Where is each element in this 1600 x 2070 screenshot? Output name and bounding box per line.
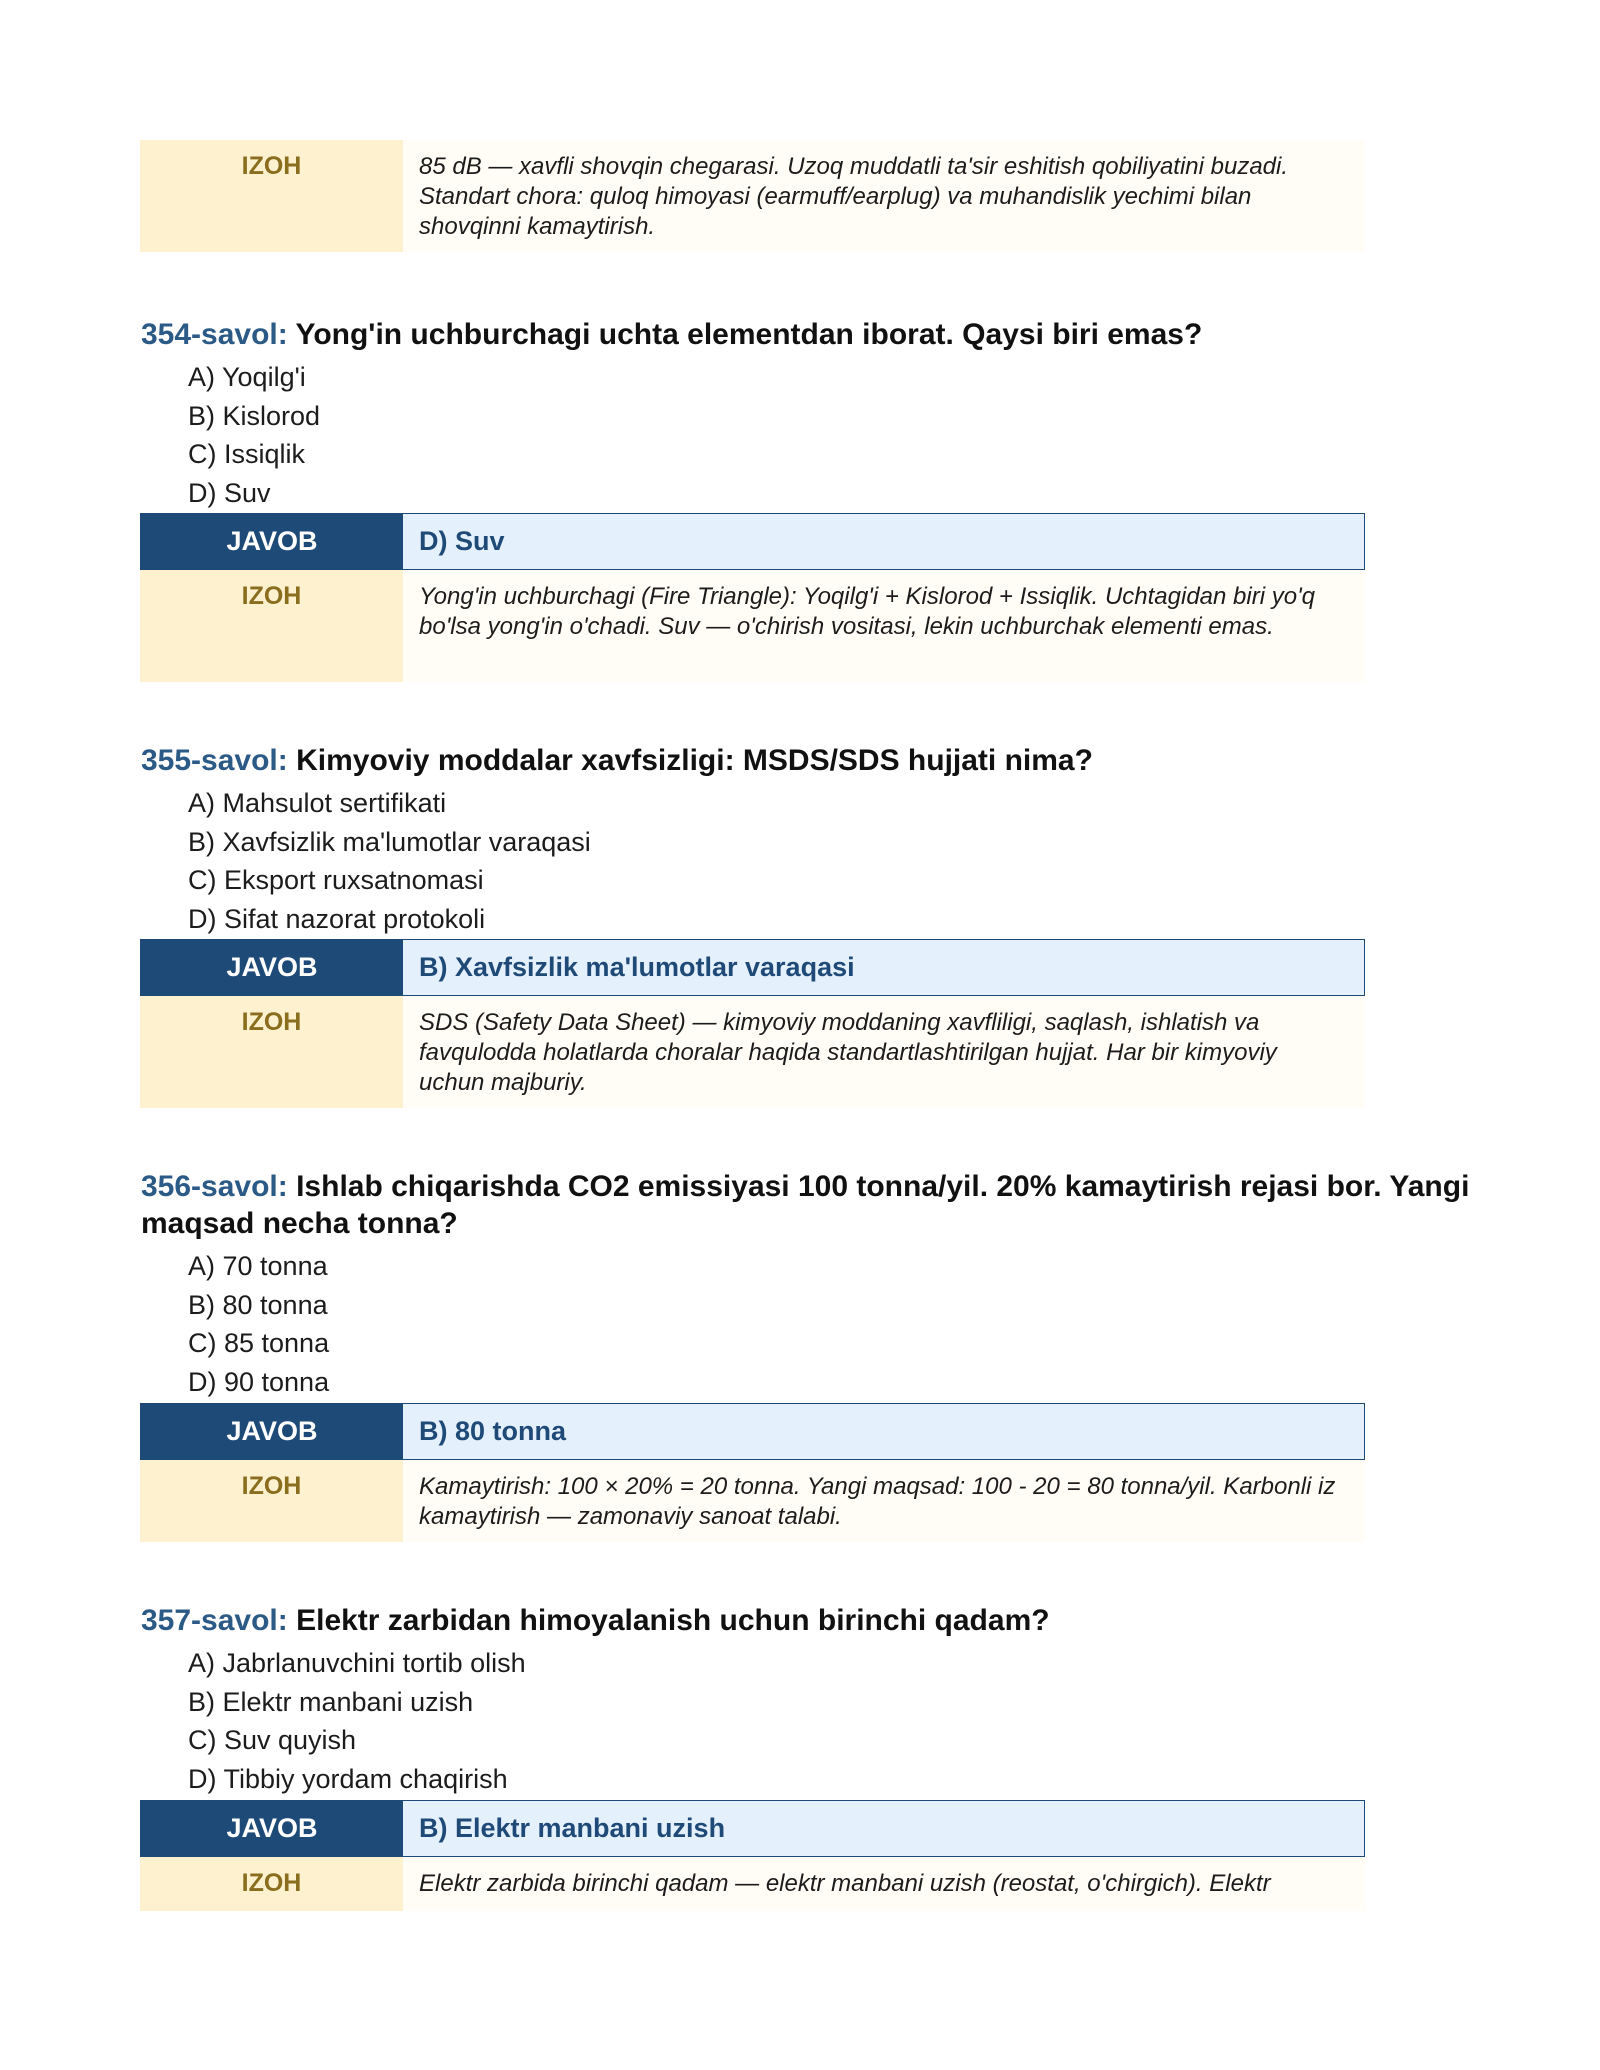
options-357 [188,1644,526,1798]
question-text: Elektr zarbidan himoyalanish uchun birinchi qadam? [296,1604,1050,1637]
option-d: D) Suv [188,477,271,508]
izoh-table-356 [140,1460,1365,1542]
javob-answer: B) 80 tonna [403,1404,1364,1459]
javob-table-355 [140,939,1365,996]
option-a: A) 70 tonna [188,1251,328,1281]
question-354 [141,316,1471,353]
option-c: C) Suv quyish [188,1725,357,1755]
javob-table-356 [140,1403,1365,1460]
options-354 [188,358,320,512]
option-a: A) Mahsulot sertifikati [188,788,447,818]
option-b: B) Xavfsizlik ma'lumotlar varaqasi [188,826,591,857]
question-number: 356-savol: [141,1170,288,1203]
izoh-label: IZOH [140,996,403,1108]
question-number: 355-savol: [141,744,288,777]
option-b: B) Elektr manbani uzish [188,1686,474,1717]
question-text: Ishlab chiqarishda CO2 emissiyasi 100 tonna/yil. 20% kamaytirish rejasi bor. Yangi maqsad necha tonna? [141,1170,1470,1240]
option-c: C) Issiqlik [188,439,306,469]
javob-answer: B) Xavfsizlik ma'lumotlar varaqasi [403,940,1364,995]
javob-label: JAVOB [141,514,403,569]
izoh-text: Kamaytirish: 100 × 20% = 20 tonna. Yangi maqsad: 100 - 20 = 80 tonna/yil. Karbonli iz kamaytirish — zamonaviy sanoat talabi. [403,1460,1365,1542]
question-355 [141,742,1471,779]
javob-table-357 [140,1800,1365,1857]
question-number: 357-savol: [141,1604,288,1637]
option-c: C) 85 tonna [188,1328,330,1358]
option-a: A) Jabrlanuvchini tortib olish [188,1648,526,1678]
option-d: D) Tibbiy yordam chaqirish [188,1763,508,1794]
question-356 [141,1168,1471,1242]
izoh-table-357 [140,1857,1365,1911]
question-357 [141,1602,1471,1639]
question-number: 354-savol: [141,318,288,351]
izoh-table-354 [140,570,1365,682]
izoh-table-355 [140,996,1365,1108]
javob-table-354 [140,513,1365,570]
option-c: C) Eksport ruxsatnomasi [188,865,484,895]
javob-answer: D) Suv [403,514,1364,569]
javob-label: JAVOB [141,940,403,995]
option-a: A) Yoqilg'i [188,362,306,392]
question-text: Kimyoviy moddalar xavfsizligi: MSDS/SDS hujjati nima? [296,744,1093,777]
izoh-text: 85 dB — xavfli shovqin chegarasi. Uzoq muddatli ta'sir eshitish qobiliyatini buzadi. Standart chora: quloq himoyasi (earmuff/earplug) va muhandislik yechimi bilan shovqinni kamaytirish. [403,140,1365,252]
options-355 [188,784,591,938]
izoh-text: Elektr zarbida birinchi qadam — elektr manbani uzish (reostat, o'chirgich). Elektr [403,1857,1365,1911]
izoh-label: IZOH [140,140,403,252]
question-text: Yong'in uchburchagi uchta elementdan iborat. Qaysi biri emas? [295,318,1203,351]
izoh-text: Yong'in uchburchagi (Fire Triangle): Yoqilg'i + Kislorod + Issiqlik. Uchtagidan biri yo'q bo'lsa yong'in o'chadi. Suv — o'chirish vositasi, lekin uchburchak elementi emas. [403,570,1365,682]
izoh-text: SDS (Safety Data Sheet) — kimyoviy moddaning xavfliligi, saqlash, ishlatish va favqulodda holatlarda choralar haqida standartlashtirilgan hujjat. Har bir kimyoviy uchun majburiy. [403,996,1365,1108]
javob-answer: B) Elektr manbani uzish [403,1801,1364,1856]
options-356 [188,1247,329,1401]
javob-label: JAVOB [141,1404,403,1459]
javob-label: JAVOB [141,1801,403,1856]
izoh-label: IZOH [140,1857,403,1911]
option-b: B) 80 tonna [188,1289,328,1320]
option-b: B) Kislorod [188,400,321,431]
option-d: D) 90 tonna [188,1366,330,1397]
izoh-label: IZOH [140,570,403,682]
option-d: D) Sifat nazorat protokoli [188,903,486,934]
izoh-label: IZOH [140,1460,403,1542]
izoh-table-353 [140,140,1365,252]
